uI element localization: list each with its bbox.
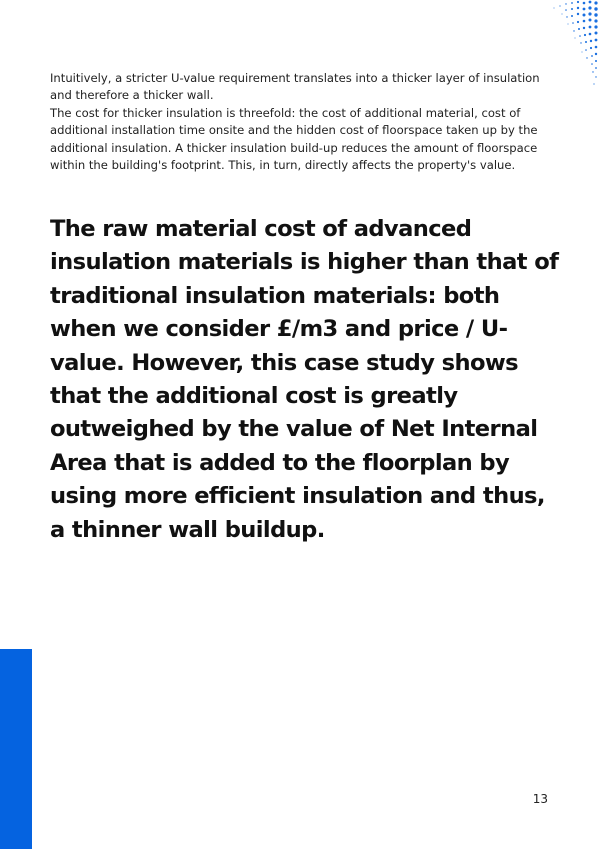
page-number: 13	[532, 792, 548, 806]
intro-text	[50, 70, 560, 174]
intro-paragraph-1: Intuitively, a stricter U-value requirement translates into a thicker layer of insulation and therefore a thicker wall.	[50, 71, 540, 103]
intro-paragraph-2: The cost for thicker insulation is threefold: the cost of additional material, cost of additional installation time onsite and the hidden cost of floorspace taken up by the additional insulation. A thicker insulation build-up reduces the amount of floorspace within the building's footprint. This, in turn, directly affects the property's value.	[50, 105, 538, 173]
accent-side-bar	[0, 649, 32, 849]
pull-quote: The raw material cost of advanced insulation materials is higher than that of traditional insulation materials: both when we consider £/m3 and price / U-value. However, this case study shows that the additional cost is greatly outweighed by the value of Net Internal Area that is added to the floorplan by using more efficient insulation and thus, a thinner wall buildup.	[50, 216, 559, 543]
